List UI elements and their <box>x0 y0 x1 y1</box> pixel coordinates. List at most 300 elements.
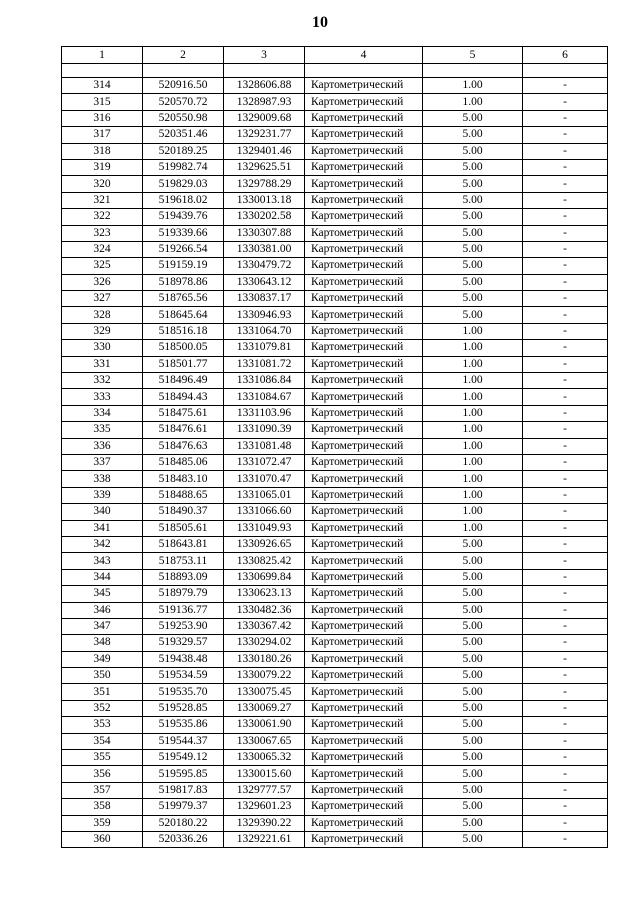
point-number-cell: 349 <box>62 651 143 667</box>
method-cell: Картометрический <box>305 209 423 225</box>
table-row <box>62 471 608 487</box>
point-number-cell: 329 <box>62 323 143 339</box>
column-header: 2 <box>143 47 224 64</box>
accuracy-cell: 5.00 <box>423 143 523 159</box>
x-coordinate-cell: 518483.10 <box>143 471 224 487</box>
note-cell: - <box>523 831 608 847</box>
note-cell: - <box>523 307 608 323</box>
point-number-cell: 331 <box>62 356 143 372</box>
page-number: 10 <box>312 14 328 31</box>
y-coordinate-cell: 1331081.48 <box>224 438 305 454</box>
table-row <box>62 602 608 618</box>
y-coordinate-cell: 1330946.93 <box>224 307 305 323</box>
y-coordinate-cell: 1329401.46 <box>224 143 305 159</box>
x-coordinate-cell: 519535.70 <box>143 684 224 700</box>
table-row <box>62 684 608 700</box>
method-cell: Картометрический <box>305 307 423 323</box>
point-number-cell: 340 <box>62 504 143 520</box>
x-coordinate-cell: 520189.25 <box>143 143 224 159</box>
accuracy-cell: 5.00 <box>423 635 523 651</box>
y-coordinate-cell: 1331049.93 <box>224 520 305 536</box>
accuracy-cell: 1.00 <box>423 405 523 421</box>
method-cell: Картометрический <box>305 668 423 684</box>
table-row <box>62 274 608 290</box>
point-number-cell: 333 <box>62 389 143 405</box>
note-cell: - <box>523 225 608 241</box>
accuracy-cell: 5.00 <box>423 799 523 815</box>
note-cell: - <box>523 94 608 110</box>
y-coordinate-cell: 1330623.13 <box>224 586 305 602</box>
method-cell: Картометрический <box>305 225 423 241</box>
accuracy-cell: 1.00 <box>423 438 523 454</box>
accuracy-cell: 5.00 <box>423 651 523 667</box>
accuracy-cell: 5.00 <box>423 602 523 618</box>
y-coordinate-cell: 1330061.90 <box>224 717 305 733</box>
method-cell: Картометрический <box>305 274 423 290</box>
x-coordinate-cell: 518476.61 <box>143 422 224 438</box>
x-coordinate-cell: 519438.48 <box>143 651 224 667</box>
point-number-cell: 334 <box>62 405 143 421</box>
note-cell: - <box>523 323 608 339</box>
table-row <box>62 651 608 667</box>
table-row <box>62 618 608 634</box>
note-cell: - <box>523 569 608 585</box>
note-cell: - <box>523 192 608 208</box>
y-coordinate-cell: 1330926.65 <box>224 536 305 552</box>
note-cell: - <box>523 782 608 798</box>
method-cell: Картометрический <box>305 241 423 257</box>
accuracy-cell: 5.00 <box>423 766 523 782</box>
y-coordinate-cell: 1330825.42 <box>224 553 305 569</box>
accuracy-cell: 5.00 <box>423 241 523 257</box>
point-number-cell: 343 <box>62 553 143 569</box>
point-number-cell: 339 <box>62 487 143 503</box>
point-number-cell: 321 <box>62 192 143 208</box>
table-row <box>62 635 608 651</box>
method-cell: Картометрический <box>305 94 423 110</box>
point-number-cell: 354 <box>62 733 143 749</box>
method-cell: Картометрический <box>305 487 423 503</box>
x-coordinate-cell: 518496.49 <box>143 373 224 389</box>
y-coordinate-cell: 1330699.84 <box>224 569 305 585</box>
x-coordinate-cell: 520351.46 <box>143 127 224 143</box>
y-coordinate-cell: 1329009.68 <box>224 110 305 126</box>
table-row <box>62 553 608 569</box>
point-number-cell: 324 <box>62 241 143 257</box>
point-number-cell: 352 <box>62 700 143 716</box>
x-coordinate-cell: 519266.54 <box>143 241 224 257</box>
y-coordinate-cell: 1330367.42 <box>224 618 305 634</box>
point-number-cell: 350 <box>62 668 143 684</box>
point-number-cell: 360 <box>62 831 143 847</box>
method-cell: Картометрический <box>305 635 423 651</box>
method-cell: Картометрический <box>305 831 423 847</box>
note-cell: - <box>523 684 608 700</box>
accuracy-cell: 1.00 <box>423 422 523 438</box>
x-coordinate-cell: 518516.18 <box>143 323 224 339</box>
accuracy-cell: 5.00 <box>423 717 523 733</box>
method-cell: Картометрический <box>305 717 423 733</box>
point-number-cell: 314 <box>62 78 143 94</box>
note-cell: - <box>523 438 608 454</box>
y-coordinate-cell: 1331084.67 <box>224 389 305 405</box>
point-number-cell: 335 <box>62 422 143 438</box>
note-cell: - <box>523 291 608 307</box>
x-coordinate-cell: 518979.79 <box>143 586 224 602</box>
point-number-cell: 348 <box>62 635 143 651</box>
accuracy-cell: 5.00 <box>423 127 523 143</box>
note-cell: - <box>523 815 608 831</box>
accuracy-cell: 1.00 <box>423 487 523 503</box>
point-number-cell: 353 <box>62 717 143 733</box>
table-row <box>62 536 608 552</box>
x-coordinate-cell: 518494.43 <box>143 389 224 405</box>
x-coordinate-cell: 518475.61 <box>143 405 224 421</box>
accuracy-cell: 5.00 <box>423 733 523 749</box>
method-cell: Картометрический <box>305 176 423 192</box>
method-cell: Картометрический <box>305 405 423 421</box>
note-cell: - <box>523 651 608 667</box>
accuracy-cell: 5.00 <box>423 536 523 552</box>
point-number-cell: 318 <box>62 143 143 159</box>
method-cell: Картометрический <box>305 618 423 634</box>
table-row <box>62 405 608 421</box>
x-coordinate-cell: 518505.61 <box>143 520 224 536</box>
table-row <box>62 782 608 798</box>
accuracy-cell: 5.00 <box>423 782 523 798</box>
accuracy-cell: 5.00 <box>423 815 523 831</box>
x-coordinate-cell: 520180.22 <box>143 815 224 831</box>
point-number-cell: 359 <box>62 815 143 831</box>
column-header: 5 <box>423 47 523 64</box>
note-cell: - <box>523 536 608 552</box>
note-cell: - <box>523 258 608 274</box>
accuracy-cell: 1.00 <box>423 504 523 520</box>
method-cell: Картометрический <box>305 553 423 569</box>
method-cell: Картометрический <box>305 159 423 175</box>
note-cell: - <box>523 422 608 438</box>
x-coordinate-cell: 519439.76 <box>143 209 224 225</box>
y-coordinate-cell: 1330837.17 <box>224 291 305 307</box>
point-number-cell: 345 <box>62 586 143 602</box>
note-cell: - <box>523 487 608 503</box>
table-row <box>62 815 608 831</box>
x-coordinate-cell: 519534.59 <box>143 668 224 684</box>
point-number-cell: 336 <box>62 438 143 454</box>
table-row <box>62 110 608 126</box>
x-coordinate-cell: 518645.64 <box>143 307 224 323</box>
y-coordinate-cell: 1329777.57 <box>224 782 305 798</box>
x-coordinate-cell: 518643.81 <box>143 536 224 552</box>
method-cell: Картометрический <box>305 291 423 307</box>
accuracy-cell: 5.00 <box>423 668 523 684</box>
x-coordinate-cell: 518978.86 <box>143 274 224 290</box>
note-cell: - <box>523 717 608 733</box>
method-cell: Картометрический <box>305 799 423 815</box>
accuracy-cell: 5.00 <box>423 258 523 274</box>
accuracy-cell: 5.00 <box>423 700 523 716</box>
table-row <box>62 487 608 503</box>
x-coordinate-cell: 519544.37 <box>143 733 224 749</box>
point-number-cell: 327 <box>62 291 143 307</box>
accuracy-cell: 5.00 <box>423 553 523 569</box>
table-row <box>62 225 608 241</box>
point-number-cell: 344 <box>62 569 143 585</box>
method-cell: Картометрический <box>305 750 423 766</box>
y-coordinate-cell: 1329221.61 <box>224 831 305 847</box>
point-number-cell: 341 <box>62 520 143 536</box>
accuracy-cell: 5.00 <box>423 586 523 602</box>
note-cell: - <box>523 586 608 602</box>
column-header: 6 <box>523 47 608 64</box>
table-row <box>62 176 608 192</box>
method-cell: Картометрический <box>305 323 423 339</box>
accuracy-cell: 1.00 <box>423 389 523 405</box>
note-cell: - <box>523 700 608 716</box>
x-coordinate-cell: 520570.72 <box>143 94 224 110</box>
table-row <box>62 799 608 815</box>
point-number-cell: 337 <box>62 454 143 470</box>
x-coordinate-cell: 519159.19 <box>143 258 224 274</box>
note-cell: - <box>523 799 608 815</box>
x-coordinate-cell: 519618.02 <box>143 192 224 208</box>
method-cell: Картометрический <box>305 422 423 438</box>
table-row <box>62 307 608 323</box>
table-row <box>62 569 608 585</box>
x-coordinate-cell: 519549.12 <box>143 750 224 766</box>
table-row <box>62 78 608 94</box>
x-coordinate-cell: 519253.90 <box>143 618 224 634</box>
y-coordinate-cell: 1331072.47 <box>224 454 305 470</box>
accuracy-cell: 1.00 <box>423 323 523 339</box>
y-coordinate-cell: 1328987.93 <box>224 94 305 110</box>
y-coordinate-cell: 1330381.00 <box>224 241 305 257</box>
method-cell: Картометрический <box>305 258 423 274</box>
point-number-cell: 355 <box>62 750 143 766</box>
method-cell: Картометрический <box>305 700 423 716</box>
y-coordinate-cell: 1330065.32 <box>224 750 305 766</box>
method-cell: Картометрический <box>305 536 423 552</box>
accuracy-cell: 1.00 <box>423 340 523 356</box>
x-coordinate-cell: 519979.37 <box>143 799 224 815</box>
accuracy-cell: 5.00 <box>423 831 523 847</box>
y-coordinate-cell: 1330075.45 <box>224 684 305 700</box>
note-cell: - <box>523 635 608 651</box>
note-cell: - <box>523 127 608 143</box>
method-cell: Картометрический <box>305 733 423 749</box>
method-cell: Картометрический <box>305 471 423 487</box>
method-cell: Картометрический <box>305 815 423 831</box>
note-cell: - <box>523 733 608 749</box>
accuracy-cell: 5.00 <box>423 192 523 208</box>
y-coordinate-cell: 1331086.84 <box>224 373 305 389</box>
y-coordinate-cell: 1330180.26 <box>224 651 305 667</box>
column-header: 3 <box>224 47 305 64</box>
point-number-cell: 325 <box>62 258 143 274</box>
point-number-cell: 319 <box>62 159 143 175</box>
column-header: 1 <box>62 47 143 64</box>
method-cell: Картометрический <box>305 504 423 520</box>
column-header: 4 <box>305 47 423 64</box>
method-cell: Картометрический <box>305 373 423 389</box>
note-cell: - <box>523 110 608 126</box>
note-cell: - <box>523 209 608 225</box>
y-coordinate-cell: 1329625.51 <box>224 159 305 175</box>
y-coordinate-cell: 1329788.29 <box>224 176 305 192</box>
table-row <box>62 373 608 389</box>
x-coordinate-cell: 518893.09 <box>143 569 224 585</box>
coordinates-table <box>61 46 608 848</box>
method-cell: Картометрический <box>305 389 423 405</box>
table-header-row <box>62 47 608 64</box>
x-coordinate-cell: 520916.50 <box>143 78 224 94</box>
x-coordinate-cell: 519339.66 <box>143 225 224 241</box>
y-coordinate-cell: 1330079.22 <box>224 668 305 684</box>
accuracy-cell: 5.00 <box>423 209 523 225</box>
x-coordinate-cell: 519817.83 <box>143 782 224 798</box>
point-number-cell: 356 <box>62 766 143 782</box>
point-number-cell: 357 <box>62 782 143 798</box>
y-coordinate-cell: 1330479.72 <box>224 258 305 274</box>
point-number-cell: 347 <box>62 618 143 634</box>
x-coordinate-cell: 519535.86 <box>143 717 224 733</box>
y-coordinate-cell: 1331079.81 <box>224 340 305 356</box>
accuracy-cell: 5.00 <box>423 618 523 634</box>
method-cell: Картометрический <box>305 192 423 208</box>
point-number-cell: 346 <box>62 602 143 618</box>
point-number-cell: 322 <box>62 209 143 225</box>
y-coordinate-cell: 1328606.88 <box>224 78 305 94</box>
table-row <box>62 422 608 438</box>
table-row <box>62 209 608 225</box>
table-row <box>62 586 608 602</box>
note-cell: - <box>523 340 608 356</box>
y-coordinate-cell: 1331081.72 <box>224 356 305 372</box>
note-cell: - <box>523 471 608 487</box>
point-number-cell: 332 <box>62 373 143 389</box>
accuracy-cell: 5.00 <box>423 225 523 241</box>
x-coordinate-cell: 518753.11 <box>143 553 224 569</box>
table-row <box>62 258 608 274</box>
y-coordinate-cell: 1330307.88 <box>224 225 305 241</box>
note-cell: - <box>523 454 608 470</box>
table-row <box>62 733 608 749</box>
accuracy-cell: 5.00 <box>423 159 523 175</box>
accuracy-cell: 5.00 <box>423 569 523 585</box>
accuracy-cell: 1.00 <box>423 471 523 487</box>
y-coordinate-cell: 1331064.70 <box>224 323 305 339</box>
table-row <box>62 504 608 520</box>
method-cell: Картометрический <box>305 110 423 126</box>
y-coordinate-cell: 1331065.01 <box>224 487 305 503</box>
note-cell: - <box>523 241 608 257</box>
point-number-cell: 351 <box>62 684 143 700</box>
point-number-cell: 342 <box>62 536 143 552</box>
y-coordinate-cell: 1330202.58 <box>224 209 305 225</box>
y-coordinate-cell: 1331090.39 <box>224 422 305 438</box>
accuracy-cell: 1.00 <box>423 520 523 536</box>
table-row <box>62 717 608 733</box>
method-cell: Картометрический <box>305 569 423 585</box>
y-coordinate-cell: 1330643.12 <box>224 274 305 290</box>
x-coordinate-cell: 519595.85 <box>143 766 224 782</box>
method-cell: Картометрический <box>305 78 423 94</box>
x-coordinate-cell: 518490.37 <box>143 504 224 520</box>
note-cell: - <box>523 356 608 372</box>
note-cell: - <box>523 553 608 569</box>
y-coordinate-cell: 1329601.23 <box>224 799 305 815</box>
method-cell: Картометрический <box>305 782 423 798</box>
point-number-cell: 326 <box>62 274 143 290</box>
method-cell: Картометрический <box>305 586 423 602</box>
table-row <box>62 356 608 372</box>
table-row <box>62 668 608 684</box>
method-cell: Картометрический <box>305 340 423 356</box>
note-cell: - <box>523 602 608 618</box>
table-row <box>62 454 608 470</box>
x-coordinate-cell: 518765.56 <box>143 291 224 307</box>
table-row <box>62 831 608 847</box>
accuracy-cell: 1.00 <box>423 356 523 372</box>
accuracy-cell: 5.00 <box>423 176 523 192</box>
method-cell: Картометрический <box>305 520 423 536</box>
accuracy-cell: 5.00 <box>423 750 523 766</box>
point-number-cell: 338 <box>62 471 143 487</box>
note-cell: - <box>523 78 608 94</box>
table-row <box>62 520 608 536</box>
x-coordinate-cell: 519136.77 <box>143 602 224 618</box>
point-number-cell: 328 <box>62 307 143 323</box>
accuracy-cell: 1.00 <box>423 94 523 110</box>
y-coordinate-cell: 1330482.36 <box>224 602 305 618</box>
note-cell: - <box>523 274 608 290</box>
point-number-cell: 316 <box>62 110 143 126</box>
x-coordinate-cell: 518485.06 <box>143 454 224 470</box>
x-coordinate-cell: 519982.74 <box>143 159 224 175</box>
table-row <box>62 340 608 356</box>
table-row <box>62 700 608 716</box>
x-coordinate-cell: 518476.63 <box>143 438 224 454</box>
accuracy-cell: 5.00 <box>423 307 523 323</box>
y-coordinate-cell: 1331070.47 <box>224 471 305 487</box>
note-cell: - <box>523 618 608 634</box>
note-cell: - <box>523 389 608 405</box>
y-coordinate-cell: 1331103.96 <box>224 405 305 421</box>
y-coordinate-cell: 1330069.27 <box>224 700 305 716</box>
note-cell: - <box>523 159 608 175</box>
accuracy-cell: 1.00 <box>423 78 523 94</box>
accuracy-cell: 5.00 <box>423 274 523 290</box>
table-row <box>62 192 608 208</box>
table-row <box>62 94 608 110</box>
x-coordinate-cell: 519829.03 <box>143 176 224 192</box>
note-cell: - <box>523 766 608 782</box>
table-row <box>62 241 608 257</box>
method-cell: Картометрический <box>305 651 423 667</box>
table-row <box>62 143 608 159</box>
table-row <box>62 127 608 143</box>
y-coordinate-cell: 1330015.60 <box>224 766 305 782</box>
x-coordinate-cell: 520336.26 <box>143 831 224 847</box>
y-coordinate-cell: 1329231.77 <box>224 127 305 143</box>
method-cell: Картометрический <box>305 143 423 159</box>
note-cell: - <box>523 176 608 192</box>
y-coordinate-cell: 1329390.22 <box>224 815 305 831</box>
table-row <box>62 766 608 782</box>
note-cell: - <box>523 143 608 159</box>
accuracy-cell: 1.00 <box>423 373 523 389</box>
method-cell: Картометрический <box>305 127 423 143</box>
